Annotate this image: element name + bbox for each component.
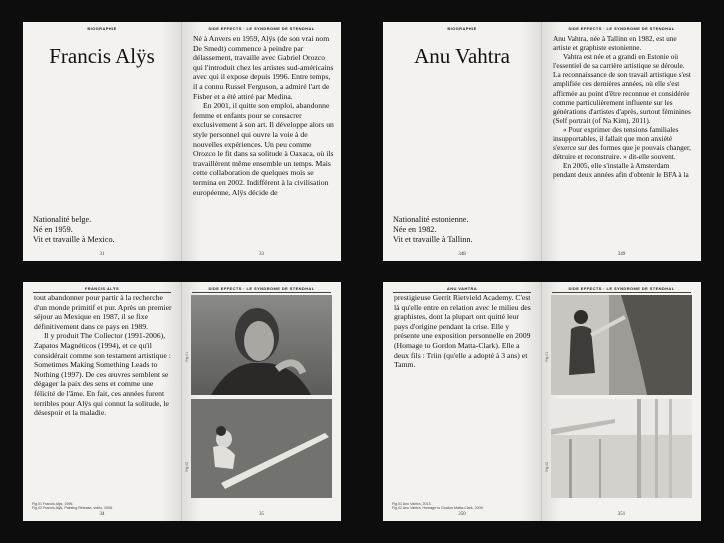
page-number: 31: [99, 252, 105, 257]
body-text: [394, 293, 534, 370]
page-351: [542, 282, 701, 521]
paragraph: Il y produit The Collector (1991-2006), Zapatos Magnéticos (1994), et ce qu'il considérait comme son testament artistique : Sometimes Making Something Leads to Nothing (1997). De ces œuvres semblent se dégager la paix des sens et comme une félicité de l'âme. En fait, ces années furent terribles pour Alÿs qui connut la solitude, le désespoir et la maladie.: [34, 331, 171, 418]
running-head: FRANCIS ALŸS: [33, 286, 171, 293]
running-head: BIOGRAPHIE: [87, 26, 117, 31]
caption-line: Fig.01 Anu Vahtra, 2013.: [392, 501, 432, 506]
page-35: [182, 282, 341, 521]
artist-facts: [33, 215, 115, 245]
installation-photo-image: [551, 399, 692, 498]
spread-vahtra-images: [383, 282, 701, 521]
paragraph: « Pour exprimer des tensions familiales insupportables, il fallait que mon anxiété s'exerce sur des formes que je pouvais changer, détruire et reconstruire. » dit-elle souvent.: [553, 124, 691, 162]
fact-line: Vit et travaille à Mexico.: [33, 235, 115, 244]
page-number: 35: [259, 512, 264, 517]
page-31: [23, 22, 182, 261]
caption-line: Fig.01 Francis Alÿs, 1996.: [32, 501, 74, 506]
fact-line: Née en 1982.: [393, 225, 437, 234]
page-number: 351: [617, 512, 626, 517]
figure-side-label: Fig.02: [545, 462, 549, 472]
figure-side-label: Fig.01: [545, 352, 549, 362]
page-34: [23, 282, 182, 521]
page-number: 349: [617, 252, 626, 257]
figure-side-label: Fig.02: [185, 462, 189, 472]
fact-line: Nationalité belge.: [33, 215, 92, 224]
running-head: BIOGRAPHIE: [447, 26, 477, 31]
paragraph: En 2005, elle s'installe à Amsterdam pendant deux années afin d'obtenir le BFA à la: [553, 161, 689, 180]
body-text: [34, 293, 174, 418]
running-head: SIDE EFFECTS · LE SYNDROME DE STENDHAL: [568, 26, 675, 31]
running-head: SIDE EFFECTS · LE SYNDROME DE STENDHAL: [192, 286, 331, 293]
paragraph: Né à Anvers en 1959, Alÿs (de son vrai nom De Smedt) commence à peindre par délassement, travaille avec Gabriel Orozco qui l'introduit chez les artistes sud-américains avec qui il expose depuis 1996. Entre temps, il a connu Russel Ferguson, a admiré l'art de Fisher et a été attiré par Medina.: [193, 34, 334, 101]
running-head: ANU VAHTRA: [393, 286, 531, 293]
page-348: [383, 22, 542, 261]
portrait-photo: [191, 295, 332, 395]
page-number: 348: [458, 252, 466, 257]
running-head: SIDE EFFECTS · LE SYNDROME DE STENDHAL: [208, 26, 315, 31]
page-349: [542, 22, 701, 261]
artist-facts: [393, 215, 473, 245]
figure-captions: [392, 502, 484, 511]
caption-line: Fig.02 Francis Alÿs, Painting Release, vidéo, 2006.: [32, 506, 114, 511]
paragraph: Anu Vahtra, née à Tallinn en 1982, est une artiste et graphiste estonienne.: [553, 34, 677, 53]
artist-at-work-photo-image: [551, 295, 692, 395]
artist-name: Francis Alÿs: [49, 44, 155, 68]
spread-francis-bio: [23, 22, 341, 261]
page-number: 33: [259, 252, 264, 257]
fact-line: Vit et travaille à Tallinn.: [393, 235, 473, 244]
running-head: SIDE EFFECTS · LE SYNDROME DE STENDHAL: [552, 286, 691, 293]
body-text: [553, 34, 694, 180]
spread-vahtra-bio: [383, 22, 701, 261]
fact-line: Nationalité estonienne.: [393, 215, 469, 224]
performance-photo: [191, 399, 332, 498]
spread-francis-images: [23, 282, 341, 521]
figure-side-label: Fig.01: [185, 352, 189, 362]
performance-photo-image: [191, 399, 332, 498]
paragraph: Vahtra est née et a grandi en Estonie où l'essentiel de sa carrière artistique se déroule. La reconnaissance de son travail artistique s'est amplifiée ces dernières années, où elle s'est affirmée au point d'être reconnue et considérée comme particulièrement influente sur les générations d'artistes d'après, surtout féminines (Self portrait (of Na Kim), 2011).: [553, 52, 691, 125]
portrait-photo-image: [191, 295, 332, 395]
installation-photo: [551, 399, 692, 498]
artist-at-work-photo: [551, 295, 692, 395]
caption-line: Fig.02 Anu Vahtra, Homage to Gordon Matta-Clark, 2009.: [392, 506, 484, 511]
paragraph: tout abandonner pour partir à la recherche d'un monde primitif et pur. Après un premier séjour au Mexique en 1987, il se fixe définitivement dans ce pays en 1989.: [34, 293, 172, 331]
page-number: 34: [99, 512, 105, 517]
page-350: [383, 282, 542, 521]
page-33: [182, 22, 341, 261]
page-number: 350: [458, 512, 466, 517]
body-text: [193, 34, 334, 197]
paragraph: En 2001, il quitte son emploi, abandonne femme et enfants pour se consacrer exclusivement à son art. Il développe alors un style personnel qui ouvre la voie à de nouvelles expériences. Un peu comme Orozco le fit dans sa solitude à Oaxaca, où ils travaillèrent même ensemble un temps. Mais cette collaboration de quelques mois se termina en 2002. Indifférent à la civilisation européenne, Alÿs décide de: [193, 101, 334, 197]
figure-captions: [32, 502, 113, 511]
artist-name: Anu Vahtra: [414, 44, 510, 68]
paragraph: prestigieuse Gerrit Rietvield Academy. C'est là qu'elle entre en relation avec le milieu des graphistes, dont la plupart ont quitté leur pays d'origine pendant la crise. Elle y présente une exposition personnelle en 2009 (Homage to Gordon Matta-Clark). Elle a deux fils : Triin (qu'elle a adopté à 3 ans) et Tamm.: [394, 293, 531, 370]
fact-line: Né en 1959.: [33, 225, 73, 234]
